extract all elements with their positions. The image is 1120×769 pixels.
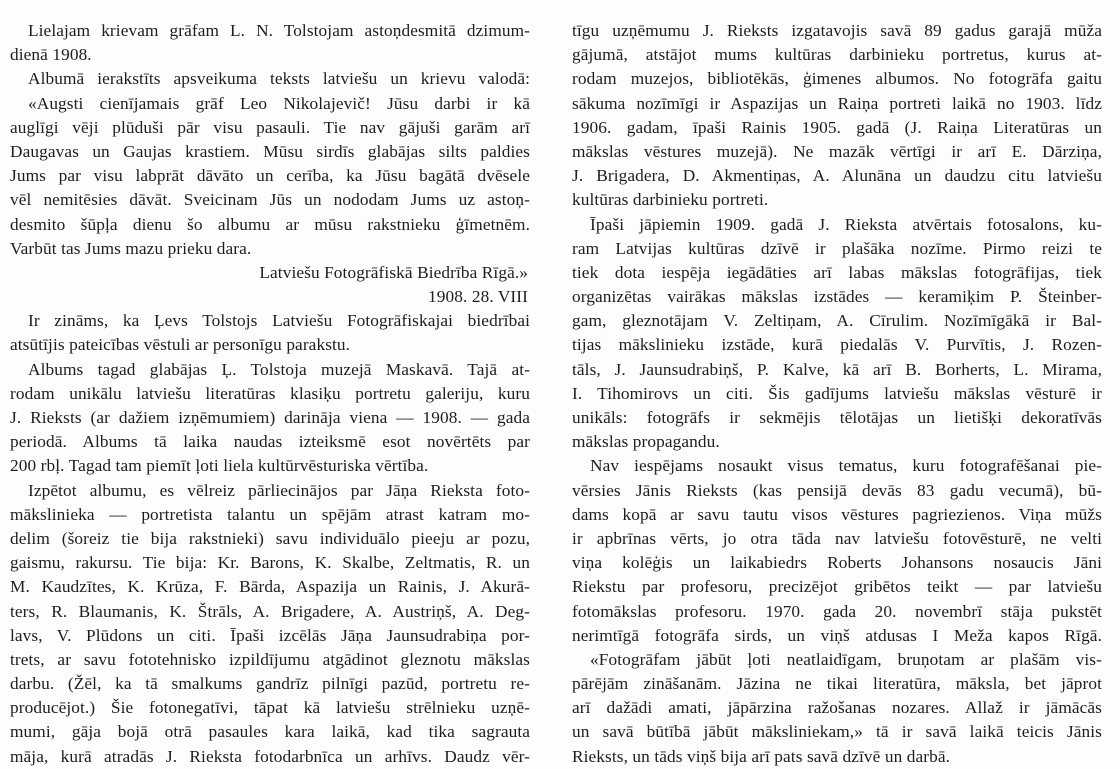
- text-line: lavs, V. Plūdons un citi. Īpaši izcēlās Jāņa Jaunsudrabiņa por-: [10, 625, 530, 645]
- text-line: Īpaši jāpiemin 1909. gadā J. Rieksta atvērtais fotosalons, ku-: [590, 214, 1102, 234]
- text-line: mākslas vēstures muzejā). Ne mazāk vērtīgi ir arī E. Dārziņa,: [572, 141, 1102, 161]
- text-line: gājumā, atstājot mums kultūras darbinieku portretus, kurus at-: [572, 45, 1102, 65]
- text-line: 200 rbļ. Tagad tam piemīt ļoti liela kultūrvēsturiska vērtība.: [10, 456, 429, 476]
- text-line: un savā būtībā jābūt māksliniekam,» tā ir savā laikā teicis Jānis: [572, 722, 1102, 742]
- text-line: tīgu uzņēmumu J. Rieksts izgatavojis savā 89 gadus garajā mūža: [572, 21, 1102, 40]
- signature-line: 1908. 28. VIII: [428, 287, 528, 307]
- text-line: Jums par visu labprāt dāvāto un cerība, ka Jūsu bagātā dvēsele: [10, 166, 530, 186]
- text-line: I. Tihomirovs un citi. Šis gadījums latviešu mākslas vēsturē ir: [572, 383, 1102, 403]
- text-line: kultūras darbinieku portreti.: [572, 190, 769, 210]
- text-line: mākslinieka — portretista talantu un spējām atrast katram mo-: [10, 504, 530, 524]
- text-line: fotomākslas profesoru. 1970. gada 20. novembrī stāja pukstēt: [572, 601, 1102, 621]
- text-line: mumi, gāja bojā otrā pasaules kara laikā, kad tika sagrauta: [10, 722, 530, 742]
- text-line: Albums tagad glabājas Ļ. Tolstoja muzejā Maskavā. Tajā at-: [28, 359, 530, 379]
- text-line: tāls, J. Jaunsudrabiņš, P. Kalve, kā arī B. Borherts, L. Mirama,: [572, 359, 1102, 379]
- text-line: tijas mākslinieku izstāde, kurā piedalās V. Purvītis, J. Rozen-: [572, 335, 1102, 355]
- text-line: atsūtījis pateicības vēstuli ar personīgu parakstu.: [10, 335, 351, 355]
- text-line: māja, kurā atradās J. Rieksta fotodarbnīca un arhīvs. Daudz vēr-: [10, 746, 530, 766]
- text-line: «Fotogrāfam jābūt ļoti neatlaidīgam, bruņotam ar plašām vis-: [590, 649, 1102, 669]
- text-line: unikāls: fotogrāfs ir sekmējis tēlotājas un lietišķi dekoratīvās: [572, 408, 1102, 427]
- text-line: rodam unikālu latviešu literatūras klasiķu portretu galeriju, kuru: [10, 383, 530, 403]
- text-line: ters, R. Blaumanis, K. Štrāls, A. Brigadere, A. Austriņš, A. Deg-: [10, 601, 530, 621]
- text-line: dams kopā ar savu tautu visos vēstures pagriezienos. Viņa mūžs: [572, 504, 1102, 524]
- text-line: Riekstu par profesoru, precizējot gribētos teikt — par latviešu: [572, 577, 1102, 597]
- text-line: vērsies Jānis Rieksts (kas pensijā devās 83 gadu vecumā), bū-: [572, 480, 1102, 500]
- text-line: ram Latvijas kultūras dzīvē ir plašāka nozīme. Pirmo reizi te: [572, 238, 1102, 258]
- text-line: vēl nemitēsies dāvāt. Sveicinam Jūs un nododam Jums uz astoņ-: [10, 190, 530, 210]
- text-line: producējot.) Šie fotonegatīvi, tāpat kā latviešu strēlnieku uzņē-: [10, 698, 530, 718]
- text-line: Albumā ierakstīts apsveikuma teksts latviešu un krievu valodā:: [28, 69, 530, 89]
- text-line: auglīgi vēji plūduši pār visu pasauli. Tie nav gājuši garām arī: [10, 117, 530, 137]
- text-line: Ir zināms, ka Ļevs Tolstojs Latviešu Fotogrāfiskajai biedrībai: [28, 311, 530, 331]
- text-line: dienā 1908.: [10, 45, 92, 65]
- text-line: Rieksts, un tāds viņš bija arī pats savā dzīvē un darbā.: [572, 746, 951, 766]
- text-line: periodā. Albums tā laika naudas izteiksmē esot novērtēts par: [10, 432, 530, 452]
- text-line: ir apbrīnas vērts, jo otra tāda nav latviešu fotovēsturē, ne velti: [572, 528, 1102, 548]
- text-line: Varbūt tas Jums mazu prieku dara.: [10, 238, 252, 258]
- text-line: rodam muzejos, bibliotēkās, ģimenes albumos. No fotogrāfa gaitu: [572, 69, 1102, 89]
- text-line: viņa kolēģis un laikabiedrs Roberts Johansons nosaucis Jāni: [572, 553, 1102, 573]
- text-line: mākslas propagandu.: [572, 432, 720, 452]
- text-line: delim (šoreiz tie bija rakstnieki) savu individuālo pieeju ar pozu,: [10, 528, 530, 548]
- text-line: «Augsti cienījamais grāf Leo Nikolajevič! Jūsu darbi ir kā: [28, 93, 530, 113]
- text-line: 1906. gadam, īpaši Rainis 1905. gadā (J. Raiņa Literatūras un: [572, 117, 1102, 137]
- text-line: gam, gleznotājam V. Zeltiņam, A. Cīrulim. Nozīmīgākā ir Bal-: [572, 311, 1102, 331]
- text-line: gaismu, rakursu. Tie bija: Kr. Barons, K. Skalbe, Zeltmatis, R. un: [10, 553, 530, 573]
- text-line: J. Rieksts (ar dažiem izņēmumiem) darināja viena — 1908. — gada: [10, 408, 530, 427]
- text-line: M. Kaudzītes, K. Krūza, F. Bārda, Aspazija un Rainis, J. Akurā-: [10, 577, 530, 597]
- text-line: Izpētot albumu, es vēlreiz pārliecinājos par Jāņa Rieksta foto-: [28, 480, 530, 500]
- text-line: sākuma nozīmīgi ir Aspazijas un Raiņa portreti laikā no 1903. līdz: [572, 93, 1102, 113]
- text-line: darbu. (Žēl, ka tā smalkums gandrīz pilnīgi pazūd, portretu re-: [10, 674, 530, 694]
- text-line: trets, ar savu fototehnisko izpildījumu atgādinot gleznotu mākslas: [10, 649, 530, 669]
- text-line: nerimtīgā fotogrāfa sirds, un viņš atdusas I Meža kapos Rīgā.: [572, 625, 1102, 645]
- text-line: Daugavas un Gaujas krastiem. Mūsu sirdīs glabājas silts paldies: [10, 141, 530, 161]
- text-line: Nav iespējams nosaukt visus tematus, kuru fotografēšanai pie-: [590, 456, 1102, 476]
- text-line: desmito šūpļa dienu šo albumu ar mūsu rakstnieku ģīmetnēm.: [10, 214, 530, 234]
- text-line: arī dažādi amati, jāpārzina ražošanas nozares. Allaž ir jāmācās: [572, 698, 1102, 718]
- left-text-column: [10, 19, 530, 769]
- text-line: J. Brigadera, D. Akmentiņas, A. Alunāna un daudzu citu latviešu: [572, 166, 1102, 186]
- text-line: Lielajam krievam grāfam L. N. Tolstojam astoņdesmitā dzimum-: [28, 21, 530, 40]
- text-line: tiek dota iespēja iegādāties arī labas mākslas fotogrāfijas, tiek: [572, 262, 1102, 282]
- signature-line: Latviešu Fotogrāfiskā Biedrība Rīgā.»: [259, 262, 528, 282]
- right-text-column: [572, 19, 1102, 769]
- text-line: pārējām zināšanām. Jāzina ne tikai literatūra, māksla, bet jāprot: [572, 674, 1102, 694]
- text-line: organizētas vairākas mākslas izstādes — keramiķim P. Šteinber-: [572, 287, 1102, 307]
